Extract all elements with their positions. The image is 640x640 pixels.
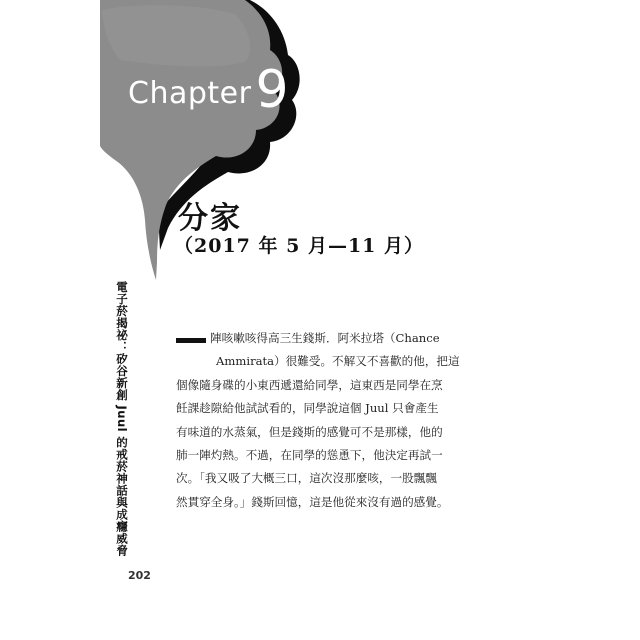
body-line: 然貫穿全身。」錢斯回憶，這是他從來沒有過的感覺。 [176, 494, 449, 509]
body-line: 個像隨身碟的小東西遞還給同學，這東西是同學在烹 [176, 377, 443, 392]
running-head: 電子菸揭祕：矽谷新創 Juul 的戒菸神話與成癮威脅 [115, 281, 129, 557]
chapter-subtitle: （2017 年 5 月—11 月） [174, 235, 425, 257]
drop-cap-dash [176, 338, 206, 343]
page-number: 202 [128, 569, 151, 582]
chapter-number: 9 [255, 60, 289, 120]
body-line: 飪課趁隙給他試試看的，同學說這個 Juul 只會產生 [176, 401, 439, 416]
body-line: 次。「我又吸了大概三口，這次沒那麼咳，一股飄飄 [176, 471, 437, 486]
body-line: 肺一陣灼熱。不過，在同學的慫恿下，他決定再試一 [176, 448, 443, 463]
body-line: 有味道的水蒸氣，但是錢斯的感覺可不是那樣，他的 [176, 424, 443, 439]
body-line: 陣咳嗽咳得高三生錢斯．阿米拉塔（Chance [210, 331, 440, 345]
chapter-word: Chapter [128, 76, 252, 111]
body-paragraph [176, 327, 470, 514]
smoke-highlight [102, 5, 250, 66]
chapter-label [128, 60, 289, 120]
chapter-title: 分家 [178, 201, 242, 236]
body-line: Ammirata）很難受。不解又不喜歡的他，把這 [216, 354, 460, 369]
